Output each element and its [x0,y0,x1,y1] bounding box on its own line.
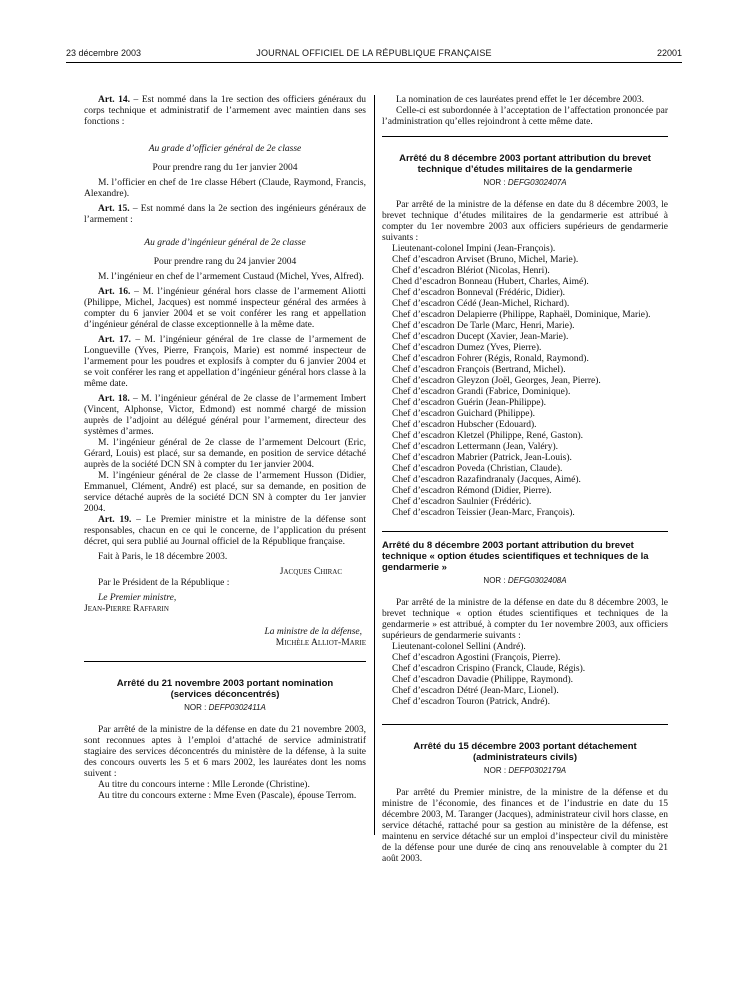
signatory-line: Par le Président de la République : [98,578,230,588]
rank-date-2: Pour prendre rang du 24 janvier 2004 [153,257,297,267]
list-item: Chef d’escadron Guérin (Jean-Philippe). [392,398,547,408]
list-item: Chef d’escadron Détré (Jean-Marc, Lionel). [392,686,559,696]
list-item: Chef d’escadron Saulnier (Frédéric). [392,497,532,507]
left-column [84,95,366,802]
list-item: Lieutenant-colonel Impini (Jean-François). [392,244,556,254]
officer-list-1 [382,244,668,519]
decree-body-2: Par arrêté de la ministre de la défense en date du 8 décembre 2003, le brevet technique d’études militaires de la gendarmerie est attribué à compter du 1er novembre 2003 aux officiers supérieurs de gendarmerie suivants : [382,200,668,243]
list-item: Ched d’escadron Bonneau (Hubert, Charles, Aimé). [392,277,589,287]
list-item: Chef d’escadron Fohrer (Régis, Ronald, Raymond). [392,354,589,364]
list-item: Chef d’escadron Teissier (Jean-Marc, François). [392,508,575,518]
header-rule [66,62,682,63]
minister-name: Michèle Alliot-Marie [275,638,366,648]
prime-minister-name: Jean-Pierre Raffarin [84,604,169,614]
article-17: Art. 17. – M. l’ingénieur général de 1re classe de l’armement de Longueville (Yves, Pierre, François, Marie) est nommé inspecteur de l’armement pour les poudres et explosifs à compter du 6 janvier 2004 et se voit conférer les rang et appellation d’ingénieur général hors classe à la même date. [84,335,366,389]
decree-body-3: Par arrêté de la ministre de la défense en date du 8 décembre 2003, le brevet technique « option études scientifiques et techniques de la gendarmerie » est attribué, à compter du 1er novembre 2003, aux officiers supérieurs de gendarmerie suivants : [382,598,668,641]
list-item: Chef d’escadron Guichard (Philippe). [392,409,535,419]
grade-heading-1: Au grade d’officier général de 2e classe [148,144,302,154]
list-item: Chef d’escadron Crispino (Franck, Claude, Régis). [392,664,586,674]
signatory-president: Jacques Chirac [279,567,342,577]
list-item: Chef d’escadron Bonneval (Frédéric, Didier). [392,288,566,298]
list-item: Chef d’escadron Lettermann (Jean, Valéry). [392,442,559,452]
article-18: Art. 18. – M. l’ingénieur général de 2e classe de l’armement Imbert (Vincent, Alphonse, Victor, Edmond) est nommé chargé de mission auprès de l’adjoint au délégué général pour l’armement, directeur des systèmes d’armes. [84,394,366,437]
right-column [382,95,668,865]
external-competition: Au titre du concours externe : Mme Even (Pascale), épouse Terrom. [98,791,357,801]
decree-title-3: Arrêté du 8 décembre 2003 portant attribution du brevet technique « option études scientifiques et techniques de la gendarmerie » [382,540,649,573]
header-date: 23 décembre 2003 [66,48,142,58]
continuation-1: La nomination de ces lauréates prend effet le 1er décembre 2003. [396,95,645,105]
list-item: Chef d’escadron Mabrier (Patrick, Jean-Louis). [392,453,572,463]
place-date: Fait à Paris, le 18 décembre 2003. [98,552,228,562]
nor-reference-4: NOR : DEFP0302179A [483,766,567,775]
list-item: Chef d’escadron Razafindranaly (Jacques, Aimé). [392,475,581,485]
nominee-2: M. l’ingénieur en chef de l’armement Custaud (Michel, Yves, Alfred). [98,272,364,282]
decree-body-4: Par arrêté du Premier ministre, de la ministre de la défense et du ministre de l’économie, des finances et de l’industrie en date du 15 décembre 2003, M. Taranger (Jacques), administrateur civil hors classe, en service détaché, rattaché pour sa gestion au ministère de la défense, est maintenu en service détaché sur un emploi d’inspecteur civil du ministère de la défense pour une durée de cinq ans renouvelable à compter du 21 août 2003. [382,788,668,864]
list-item: Chef d’escadron Gleyzon (Joël, Georges, Jean, Pierre). [392,376,601,386]
nor-reference-3: NOR : DEFG0302408A [483,576,567,585]
list-item: Chef d’escadron Ducept (Xavier, Jean-Marie). [392,332,569,342]
nor-reference-1: NOR : DEFP0302411A [184,703,266,712]
list-item: Chef d’escadron Dumez (Yves, Pierre). [392,343,542,353]
list-item: Chef d’escadron Davadie (Philippe, Raymond). [392,675,573,685]
article-19: Art. 19. – Le Premier ministre et la ministre de la défense sont responsables, chacun en ce qui le concerne, de l’application du présent décret, qui sera publié au Journal officiel de la République française. [84,515,366,547]
rank-date-1: Pour prendre rang du 1er janvier 2004 [152,163,298,173]
list-item: Chef d’escadron Touron (Patrick, André). [392,697,550,707]
nor-reference-2: NOR : DEFG0302407A [483,178,567,187]
list-item: Chef d’escadron Rémond (Didier, Pierre). [392,486,552,496]
header-page-number: 22001 [656,48,682,58]
minister-title: La ministre de la défense, [264,627,362,637]
article-18-paragraph-2: M. l’ingénieur général de 2e classe de l’armement Delcourt (Eric, Gérard, Louis) est placé, sur sa demande, en position de service détaché auprès de la société DCN SN à compter du 1er janvier 2004. [84,438,366,470]
decree-title-2: Arrêté du 8 décembre 2003 portant attribution du brevet technique d’études militaires de la gendarmerie [399,153,651,175]
grade-heading-2: Au grade d’ingénieur général de 2e classe [144,238,306,248]
header-journal-title: JOURNAL OFFICIEL DE LA RÉPUBLIQUE FRANÇAISE [256,48,492,58]
article-14: Art. 14. – Est nommé dans la 1re section des officiers généraux du corps technique et administratif de l’armement avec maintien dans ses fonctions : [84,95,366,127]
prime-minister-title: Le Premier ministre, [98,593,177,603]
list-item: Chef d’escadron Poveda (Christian, Claude). [392,464,563,474]
list-item: Lieutenant-colonel Sellini (André). [392,642,526,652]
page-header [66,48,682,62]
list-item: Chef d’escadron Kletzel (Philippe, René, Gaston). [392,431,583,441]
list-item: Chef d’escadron De Tarle (Marc, Henri, Marie). [392,321,575,331]
decree-body-1: Par arrêté de la ministre de la défense en date du 21 novembre 2003, sont reconnues aptes à l’emploi d’attaché de service administratif stagiaire des services déconcentrés du ministère de la défense, à la suite des concours ouverts les 5 et 6 mars 2002, les lauréates dont les noms suivent : [84,725,366,779]
list-item: Chef d’escadron Blériot (Nicolas, Henri). [392,266,550,276]
continuation-2: Celle-ci est subordonnée à l’acceptation de l’affectation prononcée par l’administration qu’elles rejoindront à cette même date. [382,106,668,127]
list-item: Chef d’escadron François (Bertrand, Michel). [392,365,566,375]
list-item: Chef d’escadron Delapierre (Philippe, Raphaël, Dominique, Marie). [392,310,651,320]
decree-title-4: Arrêté du 15 décembre 2003 portant détachement (administrateurs civils) [413,741,637,763]
nominee-1: M. l’officier en chef de 1re classe Hébert (Claude, Raymond, Francis, Alexandre). [84,178,366,199]
internal-competition: Au titre du concours interne : Mlle Leronde (Christine). [98,780,310,790]
list-item: Chef d’escadron Cédé (Jean-Michel, Richard). [392,299,570,309]
list-item: Chef d’escadron Arviset (Bruno, Michel, Marie). [392,255,579,265]
column-divider [374,95,375,835]
list-item: Chef d’escadron Hubscher (Edouard). [392,420,537,430]
list-item: Chef d’escadron Grandi (Fabrice, Dominique). [392,387,571,397]
article-16: Art. 16. – M. l’ingénieur général hors classe de l’armement Aliotti (Philippe, Michel, Jacques) est nommé inspecteur général des armées à compter du 6 janvier 2004 et se voit conférer les rang et appellation d’ingénieur général de classe exceptionnelle à la même date. [84,287,367,330]
article-15: Art. 15. – Est nommé dans la 2e section des ingénieurs généraux de l’armement : [84,204,366,225]
officer-list-2 [382,642,668,708]
list-item: Chef d’escadron Agostini (François, Pierre). [392,653,561,663]
article-18-paragraph-3: M. l’ingénieur général de 2e classe de l’armement Husson (Didier, Emmanuel, Clément, André) est placé, sur sa demande, en position de service détaché auprès de la société DCN SN à compter du 1er janvier 2004. [84,471,366,514]
decree-title-1: Arrêté du 21 novembre 2003 portant nomination (services déconcentrés) [116,678,334,700]
